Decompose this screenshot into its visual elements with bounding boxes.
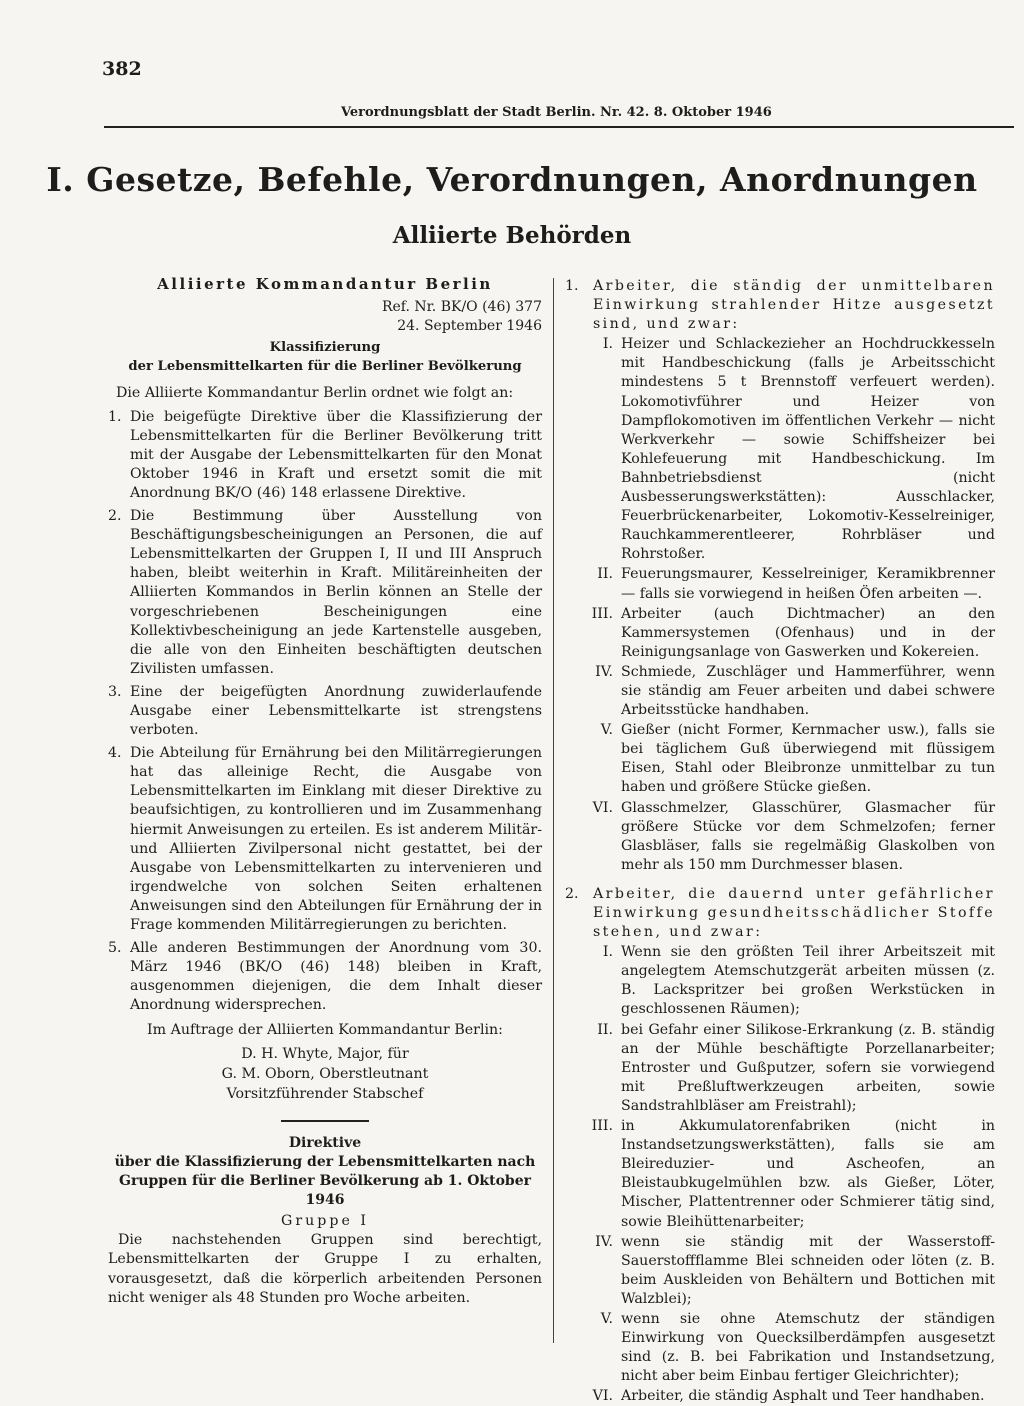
on-behalf-line: Im Auftrage der Alliierten Kommandantur Berlin:	[147, 1022, 503, 1039]
category-item	[565, 1233, 995, 1309]
item-number: 2.	[108, 508, 122, 525]
subject-line-2: der Lebensmittelkarten für die Berliner Bevölkerung	[128, 359, 522, 375]
category-item-text: Heizer und Schlackezieher an Hochdruckkesseln mit Handbeschickung (falls je Arbeitsschicht mindestens 5 t Brennstoff verfeuert werden). Lokomotivführer und Heizer von Dampflokomotiven im öffentlichen Verkehr — nicht Werkverkehr — sowie Schiffsheizer bei Kohlefeuerung mit Handbeschickung. Im Bahnbetriebsdienst (nicht Ausbesserungswerkstätten): Ausschlacker, Feuerbrückenarbeiter, Lokomotiv-Kesselreiniger, Rauchkammerentleerer, Rohrbläser und Rohrstoßer.	[621, 336, 995, 563]
header-rule	[104, 126, 1014, 128]
directive-subtitle: über die Klassifizierung der Lebensmittelkarten nach Gruppen für die Berliner Bevölkerung ab 1. Oktober 1946	[114, 1153, 536, 1209]
roman-numeral: V.	[600, 1310, 613, 1327]
item-number: 5.	[108, 940, 122, 957]
roman-numeral: I.	[602, 944, 613, 961]
category-item-text: Wenn sie den größten Teil ihrer Arbeitszeit mit angelegtem Atemschutzgerät arbeiten müssen (z. B. Lackspritzer bei großen Werkstücken in geschlossenen Räumen);	[621, 944, 995, 1018]
category-item	[565, 799, 995, 875]
main-title: I. Gesetze, Befehle, Verordnungen, Anordnungen	[46, 160, 978, 199]
signatory-line: D. H. Whyte, Major, für	[241, 1045, 409, 1062]
roman-numeral: III.	[591, 605, 613, 622]
order-item	[108, 939, 542, 1015]
item-text: Die Abteilung für Ernährung bei den Militärregierungen hat das alleinige Recht, die Ausgabe von Lebensmittelkarten im Einklang mit dieser Direktive zu beaufsichtigen, zu kontrollieren und im Zusammenhang hiermit Anweisungen zu erteilen. Es ist anderem Militär- und Alliierten Zivilpersonal nicht gestattet, bei der Ausgabe von Lebensmittelkarten zu intervenieren und irgendwelche von solchen Seiten erhaltenen Anweisungen sind den Abteilungen für Ernährung der in Frage kommenden Militärregierungen zu berichten.	[130, 745, 542, 933]
category-item	[565, 1117, 995, 1232]
category-item-text: Arbeiter (auch Dichtmacher) an den Kammersystemen (Ofenhaus) und in der Reinigungsanlage von Gaswerken und Kokereien.	[621, 605, 995, 660]
category-item-text: Schmiede, Zuschläger und Hammerführer, wenn sie ständig am Feuer arbeiten und dabei schwere Arbeitsstücke handhaben.	[621, 663, 995, 719]
roman-numeral: VI.	[592, 799, 613, 816]
category-number: 1.	[565, 278, 579, 294]
issuing-authority: Alliierte Kommandantur Berlin	[157, 275, 493, 293]
category-item-text: in Akkumulatorenfabriken (nicht in Instandsetzungswerkstätten), falls sie am Bleireduzier- und Ascheofen, an Bleistaubkugelmühlen bzw. als Gießer, Löter, Mischer, Plattentrenner oder Schmierer tätig sind, sowie Bleihüttenarbeiter;	[621, 1118, 995, 1230]
category-item-text: Feuerungsmaurer, Kesselreiniger, Keramikbrenner — falls sie vorwiegend in heißen Öfen arbeiten —.	[621, 566, 995, 602]
signatory-line: Vorsitzführender Stabschef	[226, 1085, 424, 1102]
category-number: 2.	[565, 885, 579, 902]
item-number: 1.	[108, 408, 122, 425]
roman-numeral: III.	[591, 1118, 613, 1135]
left-column	[108, 275, 542, 1308]
category-item	[565, 335, 995, 564]
category-item	[565, 663, 995, 720]
item-text: Alle anderen Bestimmungen der Anordnung vom 30. März 1946 (BK/O (46) 148) bleiben in Kraft, ausgenommen diejenigen, die dem Inhalt dieser Anordnung widersprechen.	[130, 940, 542, 1014]
page-number: 382	[102, 58, 142, 80]
category-text: Arbeiter, die dauernd unter gefährlicher Einwirkung gesundheitsschädlicher Stoffe stehen, und zwar:	[593, 885, 995, 941]
reference-number: Ref. Nr. BK/O (46) 377	[381, 299, 542, 316]
category-item	[565, 565, 995, 603]
roman-numeral: VI.	[592, 1388, 613, 1405]
category-item	[565, 1310, 995, 1386]
item-text: Die beigefügte Direktive über die Klassifizierung der Lebensmittelkarten für die Berliner Bevölkerung tritt mit der Ausgabe der Lebensmittelkarten für den Monat Oktober 1946 in Kraft und ersetzt somit die mit Anordnung BK/O (46) 148 erlassene Direktive.	[130, 408, 542, 501]
category-item	[565, 1387, 995, 1406]
category-heading	[565, 885, 995, 942]
roman-numeral: IV.	[595, 663, 613, 680]
item-text: Eine der beigefügten Anordnung zuwiderlaufende Ausgabe einer Lebensmittelkarte ist strengstens verboten.	[130, 683, 542, 739]
item-number: 4.	[108, 745, 122, 762]
roman-numeral: II.	[597, 1021, 613, 1038]
order-item	[108, 408, 542, 503]
roman-numeral: I.	[602, 336, 613, 353]
section-subtitle: Alliierte Behörden	[392, 222, 632, 249]
category-item	[565, 721, 995, 797]
item-number: 3.	[108, 683, 122, 700]
group-heading: Gruppe I	[281, 1213, 369, 1230]
running-head: Verordnungsblatt der Stadt Berlin. Nr. 42. 8. Oktober 1946	[341, 105, 772, 120]
roman-numeral: IV.	[595, 1233, 613, 1250]
order-item	[108, 744, 542, 935]
intro-text: Die Alliierte Kommandantur Berlin ordnet wie folgt an:	[116, 385, 514, 402]
subject-line-1: Klassifizierung	[269, 340, 381, 356]
section-separator	[281, 1120, 369, 1122]
order-item	[108, 507, 542, 679]
column-divider	[553, 278, 554, 1343]
category-item-text: Arbeiter, die ständig Asphalt und Teer handhaben.	[621, 1388, 985, 1405]
category-item	[565, 943, 995, 1019]
item-text: Die Bestimmung über Ausstellung von Beschäftigungsbescheinigungen an Personen, die auf Lebensmittelkarten der Gruppen I, II und III Anspruch haben, bleibt weiterhin in Kraft. Militäreinheiten der Alliierten Kommandos in Berlin können an Stelle der vorgeschriebenen Bescheinigungen eine Kollektivbescheinigung an jede Kartenstelle ausgeben, die alle von den Einheiten beschäftigten deutschen Zivilisten umfassen.	[130, 508, 542, 677]
right-column	[565, 275, 995, 1406]
signature-block	[108, 1045, 542, 1104]
roman-numeral: II.	[597, 566, 613, 583]
category-item	[565, 605, 995, 662]
category-item	[565, 1021, 995, 1116]
directive-title: Direktive	[288, 1134, 362, 1151]
group-text: Die nachstehenden Gruppen sind berechtigt, Lebensmittelkarten der Gruppe I zu erhalten, vorausgesetzt, daß die körperlich arbeitenden Personen nicht weniger als 48 Stunden pro Woche arbeiten.	[108, 1232, 542, 1306]
order-date: 24. September 1946	[397, 318, 542, 335]
order-item	[108, 683, 542, 740]
category-heading	[565, 277, 995, 334]
category-text: Arbeiter, die ständig der unmittelbaren Einwirkung strahlender Hitze ausgesetzt sind, und zwar:	[593, 278, 995, 333]
category-item-text: bei Gefahr einer Silikose-Erkrankung (z. B. ständig an der Mühle beschäftigte Porzellanarbeiter; Entroster und Gußputzer, sofern sie vorwiegend mit Preßluftwerkzeugen arbeiten, sowie Sandstrahlbläser am Freistrahl);	[621, 1021, 995, 1114]
category-item-text: Gießer (nicht Former, Kernmacher usw.), falls sie bei täglichem Guß überwiegend mit flüssigem Eisen, Stahl oder Bleibronze unmittelbar zu tun haben und größere Stücke gießen.	[621, 722, 995, 796]
category-item-text: wenn sie ständig mit der Wasserstoff-Sauerstoffflamme Blei schneiden oder löten (z. B. beim Auskleiden von Behältern und Bottichen mit Walzblei);	[621, 1233, 995, 1307]
signatory-line: G. M. Oborn, Oberstleutnant	[221, 1065, 429, 1082]
category-item-text: Glasschmelzer, Glasschürer, Glasmacher für größere Stücke vor dem Schmelzofen; ferner Glasbläser, falls sie regelmäßig Glaskolben von mehr als 150 mm Durchmesser blasen.	[621, 799, 995, 873]
category-item-text: wenn sie ohne Atemschutz der ständigen Einwirkung von Quecksilberdämpfen ausgesetzt sind (z. B. bei Fabrikation und Instandsetzung, nicht aber beim Einbau fertiger Gleichrichter);	[621, 1310, 995, 1385]
roman-numeral: V.	[600, 722, 613, 739]
